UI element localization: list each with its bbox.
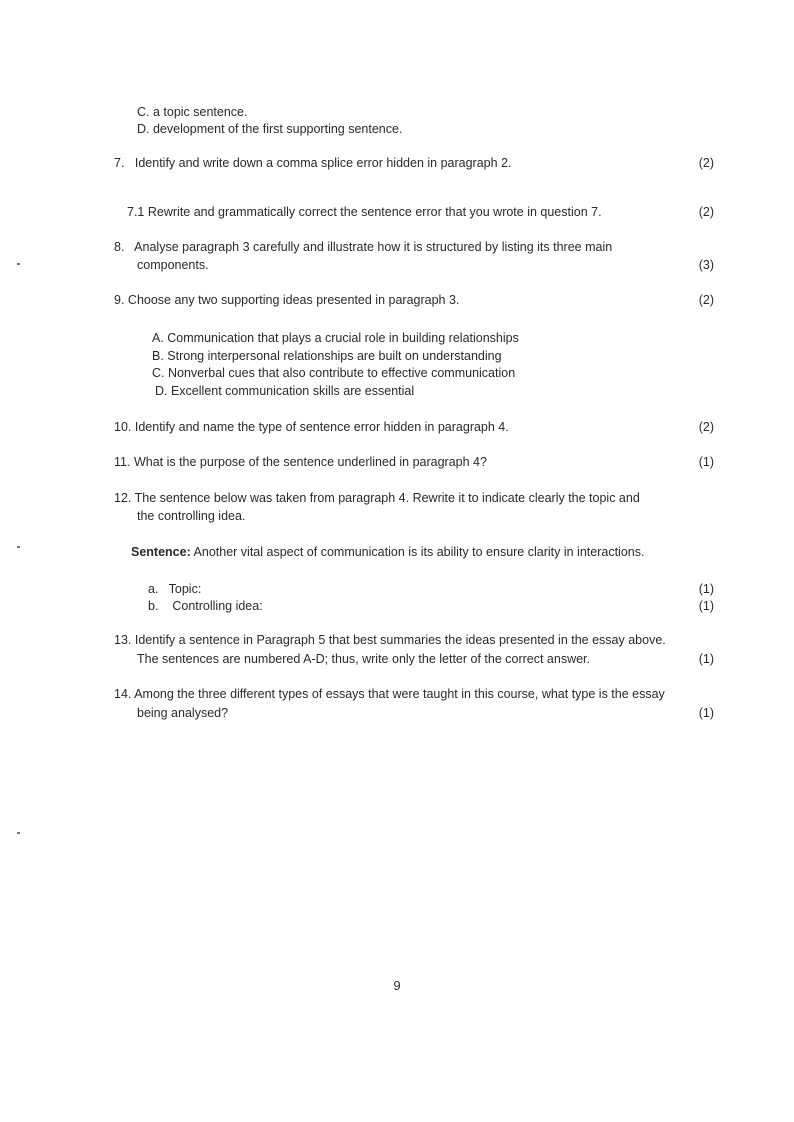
marks: (1) [698, 599, 714, 613]
question-number: 7. [114, 156, 125, 170]
question-number: 11. [114, 455, 131, 469]
question-text: The sentence below was taken from paragraph 4. Rewrite it to indicate clearly the topic and [134, 491, 640, 505]
question-text: Rewrite and grammatically correct the sentence error that you wrote in question 7. [147, 205, 602, 219]
part-controlling-idea: Controlling idea: [172, 599, 263, 613]
question-text: Identify a sentence in Paragraph 5 that best summaries the ideas presented in the essay above. [134, 633, 666, 647]
option-a: A. Communication that plays a crucial role in building relationships [152, 331, 519, 345]
question-number: 14. [114, 687, 132, 701]
scan-mark [17, 546, 20, 548]
question-number: 12. [114, 491, 132, 505]
marks: (2) [698, 205, 714, 219]
option-c: C. Nonverbal cues that also contribute to effective communication [152, 366, 516, 380]
question-text: Choose any two supporting ideas presented in paragraph 3. [127, 293, 460, 307]
question-text: Analyse paragraph 3 carefully and illustrate how it is structured by listing its three main [134, 240, 613, 254]
question-number: 8. [114, 240, 125, 254]
marks: (1) [698, 455, 714, 469]
marks: (2) [698, 293, 714, 307]
marks: (3) [698, 258, 714, 272]
question-text: Identify and write down a comma splice error hidden in paragraph 2. [134, 156, 512, 170]
question-number: 13. [114, 633, 132, 647]
marks: (2) [698, 156, 714, 170]
option-b: B. Strong interpersonal relationships are built on understanding [152, 349, 502, 363]
sentence-label: Sentence: [131, 545, 191, 559]
question-text-cont: The sentences are numbered A-D; thus, write only the letter of the correct answer. [137, 652, 591, 666]
scan-mark [17, 263, 20, 265]
question-number: 7.1 [127, 205, 145, 219]
sentence-text: Another vital aspect of communication is its ability to ensure clarity in interactions. [193, 545, 645, 559]
question-text-cont: components. [137, 258, 209, 272]
option-d: D. development of the first supporting sentence. [137, 122, 403, 136]
question-text: Among the three different types of essays that were taught in this course, what type is the essay [134, 687, 665, 701]
question-text-cont: being analysed? [137, 706, 229, 720]
question-text-cont: the controlling idea. [137, 509, 246, 523]
question-number: 10. [114, 420, 132, 434]
option-c: C. a topic sentence. [137, 105, 248, 119]
scan-mark [17, 832, 20, 834]
question-text: What is the purpose of the sentence underlined in paragraph 4? [133, 455, 487, 469]
part-topic: Topic: [168, 582, 202, 596]
part-label: a. [148, 582, 159, 596]
option-d: D. Excellent communication skills are essential [155, 384, 415, 398]
marks: (1) [698, 706, 714, 720]
marks: (2) [698, 420, 714, 434]
question-text: Identify and name the type of sentence error hidden in paragraph 4. [134, 420, 509, 434]
marks: (1) [698, 652, 714, 666]
part-label: b. [148, 599, 159, 613]
marks: (1) [698, 582, 714, 596]
question-number: 9. [114, 293, 125, 307]
page-number: 9 [393, 978, 401, 993]
